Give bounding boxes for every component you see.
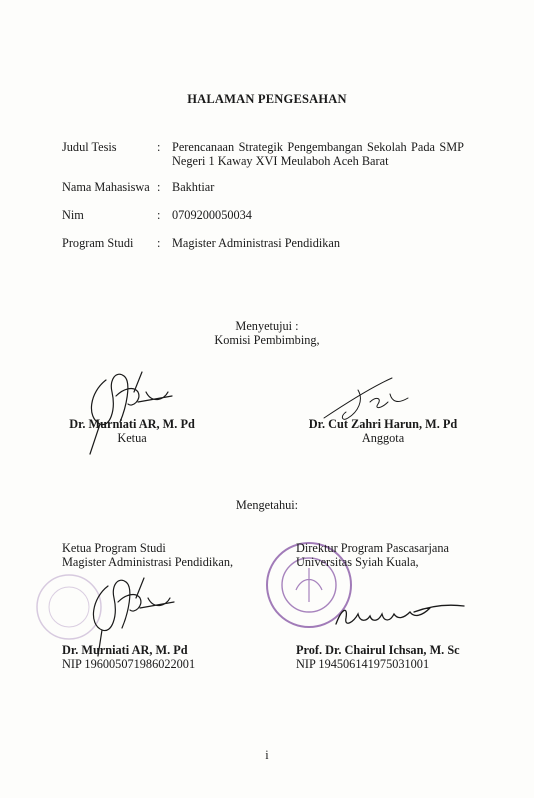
- student-name-value: Bakhtiar: [172, 180, 215, 194]
- supervisor-left-role: Ketua: [117, 431, 147, 445]
- approval-committee: Komisi Pembimbing,: [214, 333, 320, 347]
- thesis-title-line-1: Perencanaan Strategik Pengembangan Sekolah Pada SMP: [172, 140, 464, 154]
- ack-right-name: Prof. Dr. Chairul Ichsan, M. Sc: [296, 643, 460, 657]
- page-number: i: [265, 748, 269, 762]
- supervisor-left-name: Dr. Murniati AR, M. Pd: [69, 417, 195, 431]
- ack-right-nip: NIP 194506141975031001: [296, 657, 430, 671]
- ack-left-nip: NIP 196005071986022001: [62, 657, 196, 671]
- supervisor-right-role: Anggota: [361, 431, 405, 445]
- student-name-label: Nama Mahasiswa: [62, 180, 150, 194]
- study-program-label: Program Studi: [62, 236, 134, 250]
- thesis-title-colon: :: [157, 140, 161, 154]
- thesis-title-label: Judul Tesis: [62, 140, 117, 154]
- ack-left-name: Dr. Murniati AR, M. Pd: [62, 643, 188, 657]
- nim-label: Nim: [62, 208, 84, 222]
- study-program-colon: :: [157, 236, 161, 250]
- nim-value: 0709200050034: [172, 208, 252, 222]
- thesis-title-line-2: Negeri 1 Kaway XVI Meulaboh Aceh Barat: [172, 154, 389, 168]
- page-title: HALAMAN PENGESAHAN: [187, 92, 347, 106]
- ack-right-title-line-1: Direktur Program Pascasarjana: [296, 541, 449, 555]
- ack-right-title-line-2: Universitas Syiah Kuala,: [296, 555, 419, 569]
- supervisor-right-name: Dr. Cut Zahri Harun, M. Pd: [308, 417, 458, 431]
- approval-heading: Menyetujui :: [235, 319, 299, 333]
- ack-left-title-line-1: Ketua Program Studi: [62, 541, 166, 555]
- nim-colon: :: [157, 208, 161, 222]
- study-program-value: Magister Administrasi Pendidikan: [172, 236, 341, 250]
- student-name-colon: :: [157, 180, 161, 194]
- acknowledgement-heading: Mengetahui:: [235, 498, 299, 512]
- ack-left-title-line-2: Magister Administrasi Pendidikan,: [62, 555, 234, 569]
- signature-ack-right: [330, 588, 470, 638]
